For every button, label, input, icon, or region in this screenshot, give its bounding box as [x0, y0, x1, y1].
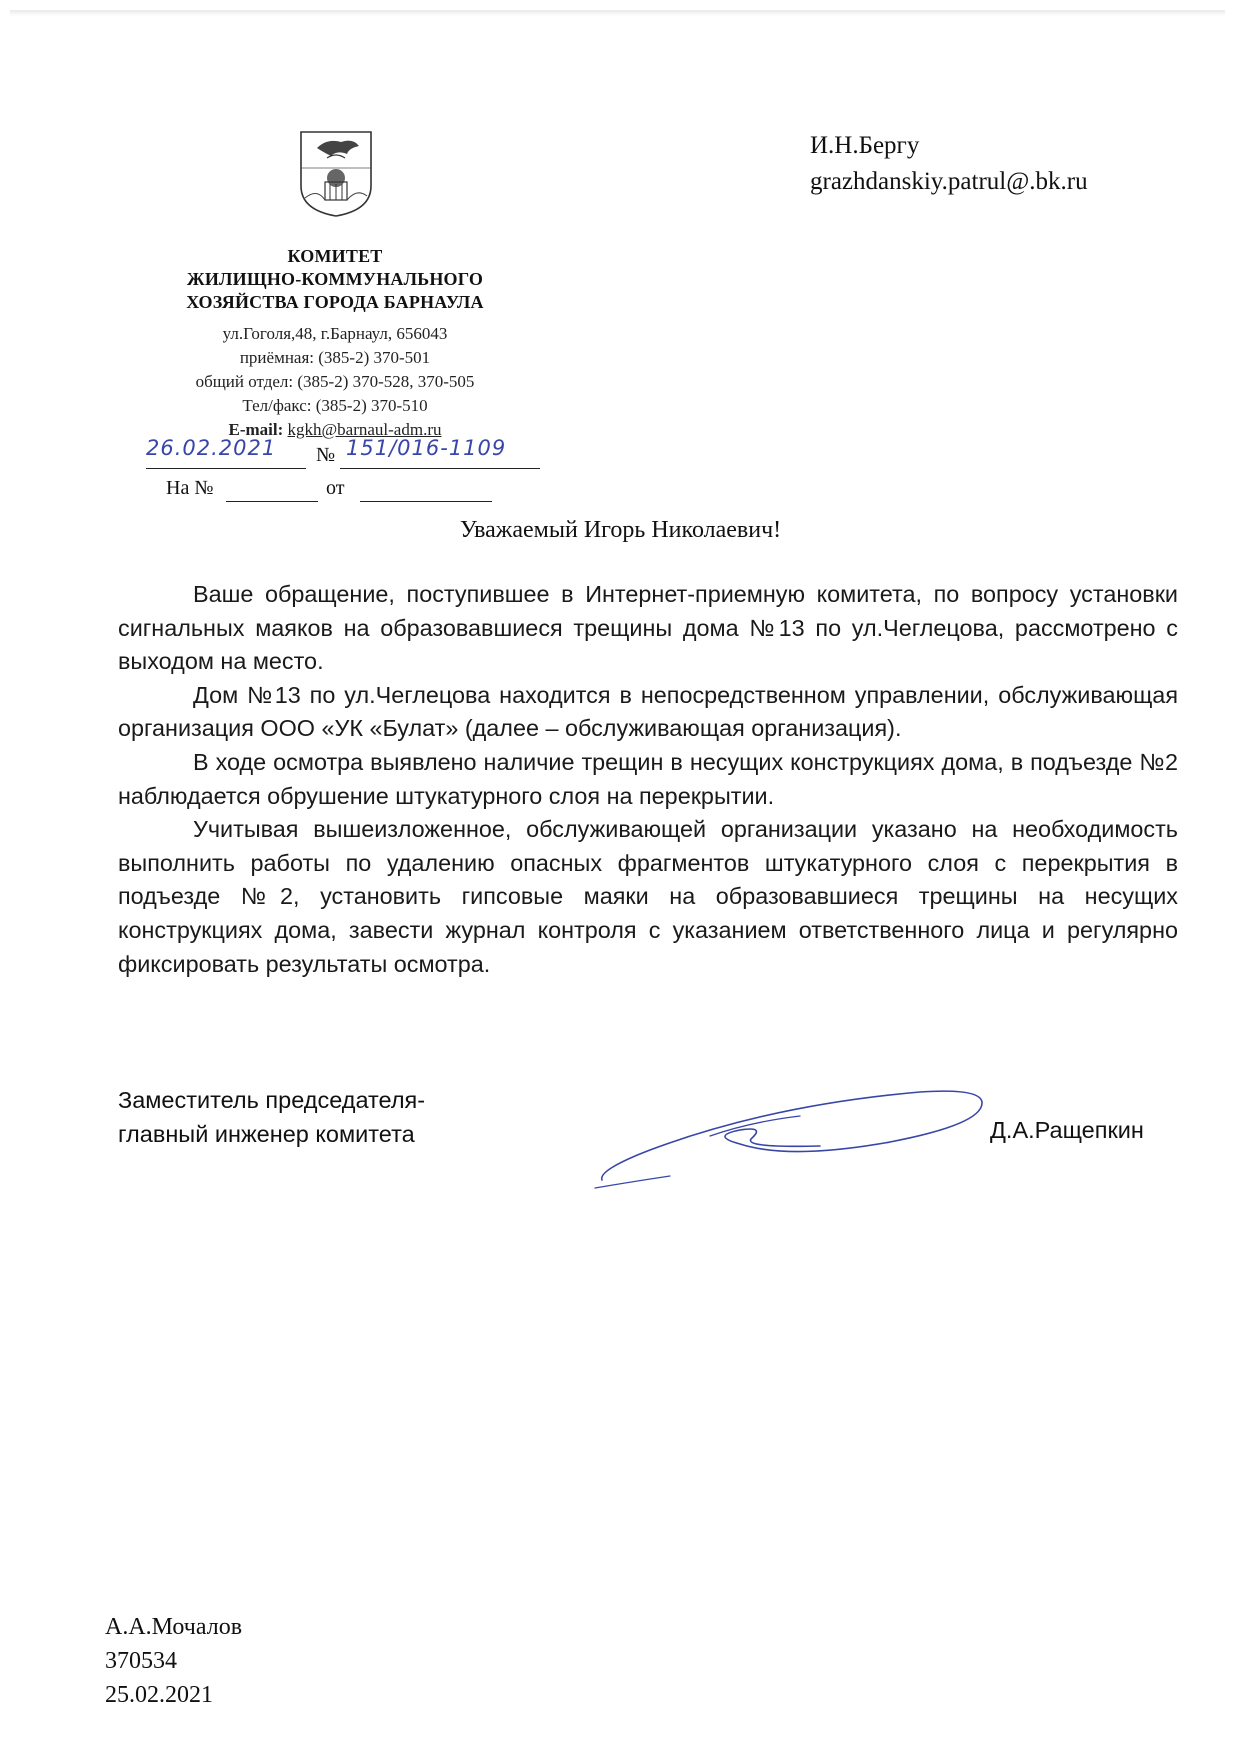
signatory-name: Д.А.Ращепкин	[990, 1117, 1144, 1143]
executor-date: 25.02.2021	[105, 1682, 213, 1708]
registration-number: 151/016-1109	[346, 436, 507, 460]
reference-number-blank	[226, 501, 318, 502]
org-address: ул.Гоголя,48, г.Барнаул, 656043	[222, 324, 448, 343]
registration-line	[146, 436, 566, 472]
body-paragraph: Ваше обращение, поступившее в Интернет-приемную комитета, по вопросу установки сигнальных маяков на образовавшиеся трещины дома №13 по ул.Чеглецова, рассмотрено с выходом на место.	[118, 581, 1178, 675]
registration-date: 26.02.2021	[146, 436, 277, 460]
executor-phone: 370534	[105, 1648, 177, 1674]
barnaul-coat-of-arms-icon	[297, 128, 375, 218]
scan-edge	[10, 10, 1225, 16]
org-contacts	[140, 322, 530, 442]
reference-line	[166, 477, 526, 507]
general-dept-phone: общий отдел: (385-2) 370-528, 370-505	[195, 372, 475, 391]
handwritten-signature	[590, 1080, 1000, 1195]
executor-name: А.А.Мочалов	[105, 1614, 243, 1640]
signatory-title-line: главный инженер комитета	[118, 1121, 415, 1147]
fax-phone: Тел/факс: (385-2) 370-510	[242, 396, 428, 415]
org-email[interactable]: kgkh@barnaul-adm.ru	[287, 420, 442, 439]
executor-block	[105, 1610, 242, 1712]
addressee-block	[810, 128, 1088, 200]
org-line: ХОЗЯЙСТВА ГОРОДА БАРНАУЛА	[186, 292, 484, 312]
signatory-title	[118, 1083, 425, 1151]
signatory-title-line: Заместитель председателя-	[118, 1087, 426, 1113]
registration-number-label: №	[316, 444, 336, 466]
reference-date-blank	[360, 501, 492, 502]
email-label: E-mail:	[228, 420, 284, 439]
reception-phone: приёмная: (385-2) 370-501	[239, 348, 431, 367]
body-paragraph: Дом №13 по ул.Чеглецова находится в непосредственном управлении, обслуживающая организация ООО «УК «Булат» (далее – обслуживающая организация).	[118, 681, 1178, 742]
org-line: КОМИТЕТ	[287, 246, 383, 266]
addressee-name: И.Н.Бергу	[810, 132, 920, 159]
letter-body	[118, 578, 1178, 981]
reference-number-label: На №	[166, 477, 214, 499]
organization-name	[140, 245, 530, 314]
salutation: Уважаемый Игорь Николаевич!	[459, 517, 782, 543]
number-underline	[340, 468, 540, 469]
date-underline	[146, 468, 306, 469]
body-paragraph: В ходе осмотра выявлено наличие трещин в несущих конструкциях дома, в подъезде №2 наблюдается обрушение штукатурного слоя на перекрытии.	[118, 748, 1178, 809]
reference-from-label: от	[326, 477, 345, 499]
org-line: ЖИЛИЩНО-КОММУНАЛЬНОГО	[186, 269, 484, 289]
addressee-email: grazhdanskiy.patrul@.bk.ru	[810, 168, 1088, 195]
body-paragraph: Учитывая вышеизложенное, обслуживающей организации указано на необходимость выполнить работы по удалению опасных фрагментов штукатурного слоя с перекрытия в подъезде №2, установить гипсовые маяки на образовавшиеся трещины на несущих конструкциях дома, завести журнал контроля с указанием ответственного лица и регулярно фиксировать результаты осмотра.	[118, 816, 1178, 977]
